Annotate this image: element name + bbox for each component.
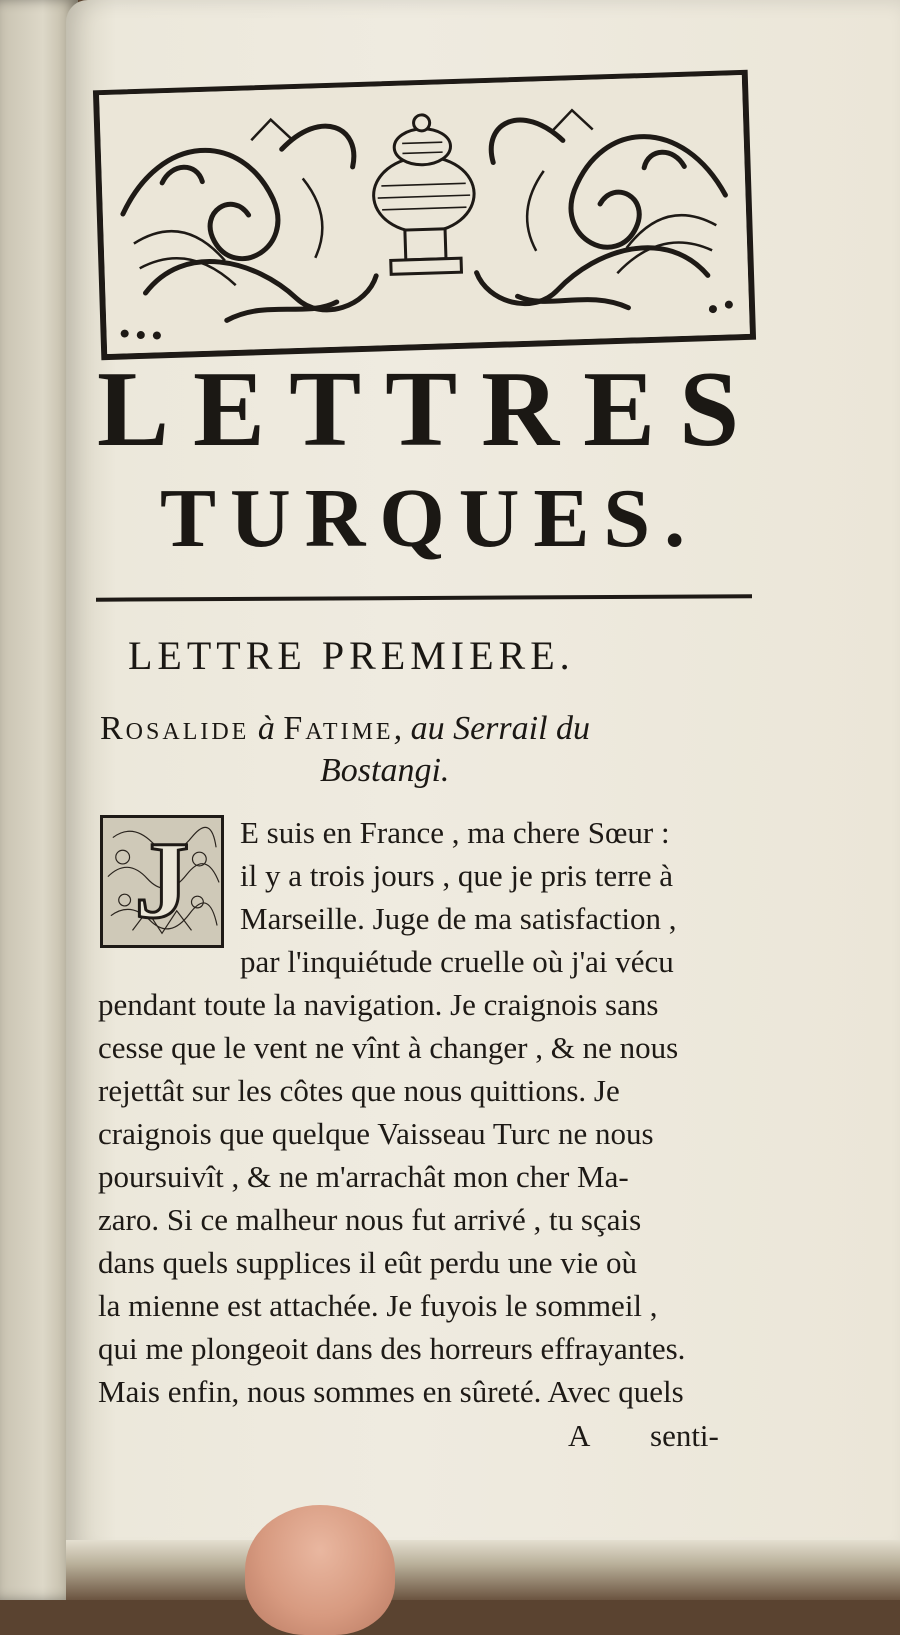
ornamental-drop-cap — [100, 815, 224, 948]
body-line: il y a trois jours , que je pris terre à — [240, 858, 674, 893]
body-line: craignois que quelque Vaisseau Turc ne nous — [98, 1116, 654, 1151]
signature-mark: A — [568, 1418, 591, 1453]
catchword: senti- — [650, 1418, 719, 1453]
letter-address-line-2: Bostangi. — [320, 752, 450, 789]
sender-name: Rosalide — [100, 710, 250, 747]
address-preposition: à — [257, 710, 275, 747]
body-line: cesse que le vent ne vînt à changer , & ne nous — [98, 1030, 679, 1065]
body-line: zaro. Si ce malheur nous fut arrivé , tu sçais — [98, 1202, 642, 1237]
page-bottom-edge — [66, 1540, 900, 1600]
body-line: Marseille. Juge de ma satisfaction , — [240, 901, 677, 936]
book-title-line-2: TURQUES. — [160, 472, 700, 565]
address-place-part1: , au Serrail du — [393, 710, 591, 747]
drop-cap-letter: J — [134, 819, 190, 941]
body-line: par l'inquiétude cruelle où j'ai vécu — [240, 944, 674, 979]
letter-address-line-1 — [100, 710, 770, 748]
body-line: poursuivît , & ne m'arrachât mon cher Ma- — [98, 1159, 629, 1194]
body-line: pendant toute la navigation. Je craignois sans — [98, 987, 659, 1022]
recipient-name: Fatime — [283, 710, 394, 747]
body-line: rejettât sur les côtes que nous quittions. Je — [98, 1073, 620, 1108]
book-title-line-1: LETTRES — [97, 350, 764, 469]
body-line: dans quels supplices il eût perdu une vie où — [98, 1245, 637, 1280]
body-line: la mienne est attachée. Je fuyois le sommeil , — [98, 1288, 658, 1323]
body-line: qui me plongeoit dans des horreurs effrayantes. — [98, 1331, 686, 1366]
thumb — [245, 1505, 395, 1635]
letter-heading: LETTRE PREMIERE. — [128, 633, 575, 678]
body-line: Mais enfin, nous sommes en sûreté. Avec quels — [98, 1374, 684, 1409]
ornamental-headpiece — [93, 70, 756, 360]
body-line: E suis en France , ma chere Sœur : — [240, 815, 670, 850]
